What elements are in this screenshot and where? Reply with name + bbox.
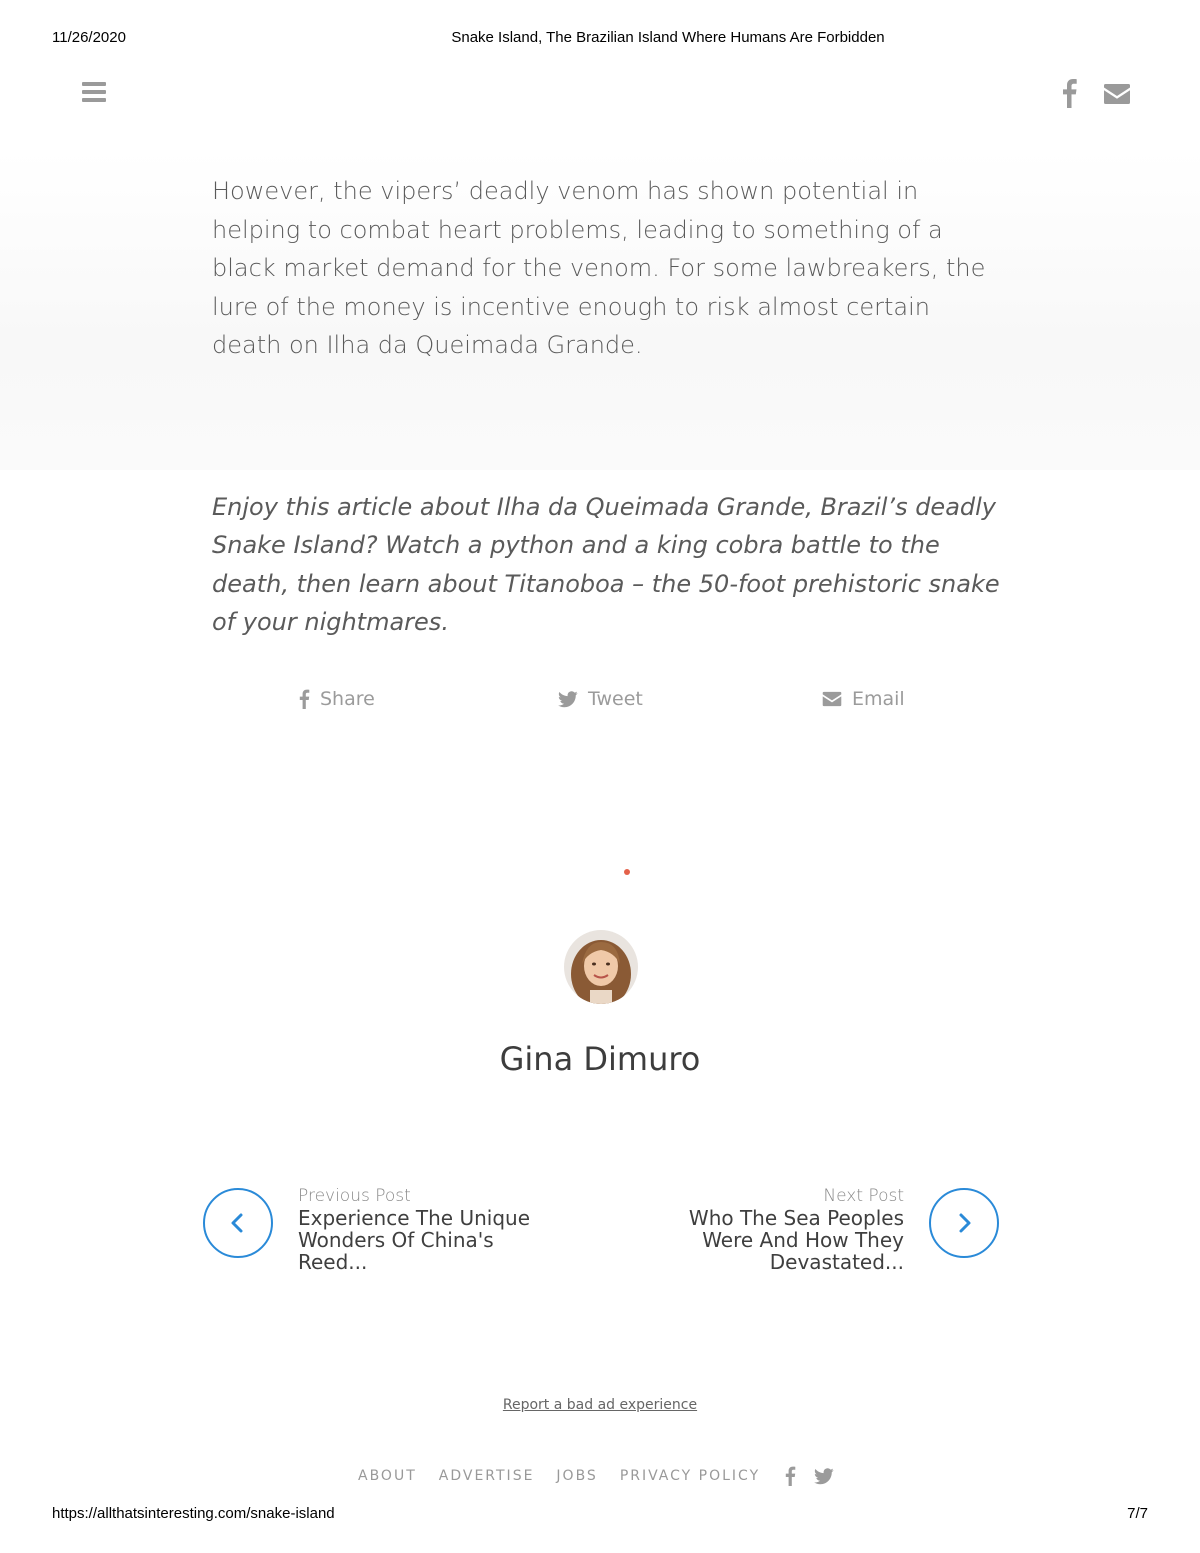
footer-nav [358,1466,850,1486]
report-ad-link-row [0,1397,1200,1413]
footer-link-advertise[interactable]: ADVERTISE [438,1468,535,1484]
article-paragraph: However, the vipers’ deadly venom has shown potential in helping to combat heart problems, leading to something of a black market demand for the venom. For some lawbreakers, the lure of the money is incentive enough to risk almost certain death on Ilha da Queimada Grande. [212,177,986,359]
next-post-title[interactable]: Who The Sea Peoples Were And How They Devastated... [688,1206,904,1274]
report-ad-link[interactable]: Report a bad ad experience [502,1397,698,1413]
share-bar [0,688,1200,720]
facebook-icon[interactable] [1060,78,1078,108]
footer-facebook-icon[interactable] [784,1466,796,1486]
next-post-button[interactable] [929,1188,999,1258]
next-post-kicker: Next Post [823,1186,904,1206]
share-facebook-button[interactable] [298,688,375,710]
previous-post-kicker: Previous Post [298,1186,411,1206]
twitter-icon [558,691,578,708]
share-email-label: Email [852,688,905,710]
email-icon [822,691,842,707]
print-date: 11/26/2020 [52,29,126,46]
footer-link-privacy-policy[interactable]: PRIVACY POLICY [619,1468,761,1484]
email-icon[interactable] [1103,83,1131,105]
print-url: https://allthatsinteresting.com/snake-island [52,1505,335,1522]
author-avatar[interactable] [564,930,638,1004]
print-title: Snake Island, The Brazilian Island Where Humans Are Forbidden [451,29,885,46]
author-name[interactable]: Gina Dimuro [499,1040,701,1078]
previous-post-title[interactable]: Experience The Unique Wonders Of China's Reed... [298,1206,530,1274]
previous-post[interactable] [298,1185,568,1273]
share-email-button[interactable] [822,688,905,710]
article-closing-note: Enjoy this article about Ilha da Queimada Grande, Brazil’s deadly Snake Island? Watch a python and a king cobra battle to the death, then learn about Titanoboa – the 50-foot prehistoric snake of your nightmares. [212,493,1000,636]
footer-link-about[interactable]: ABOUT [358,1468,417,1484]
footer-twitter-icon[interactable] [814,1468,834,1485]
share-facebook-label: Share [320,688,375,710]
print-page-number: 7/7 [1127,1505,1148,1522]
chevron-left-icon [226,1211,250,1235]
share-twitter-button[interactable] [558,688,643,710]
footer-link-jobs[interactable]: JOBS [556,1468,598,1484]
share-twitter-label: Tweet [588,688,643,710]
facebook-icon [298,689,310,709]
chevron-right-icon [952,1211,976,1235]
next-post[interactable] [636,1185,904,1273]
previous-post-button[interactable] [203,1188,273,1258]
loading-dot [624,869,630,875]
hamburger-menu-icon[interactable] [82,82,106,104]
